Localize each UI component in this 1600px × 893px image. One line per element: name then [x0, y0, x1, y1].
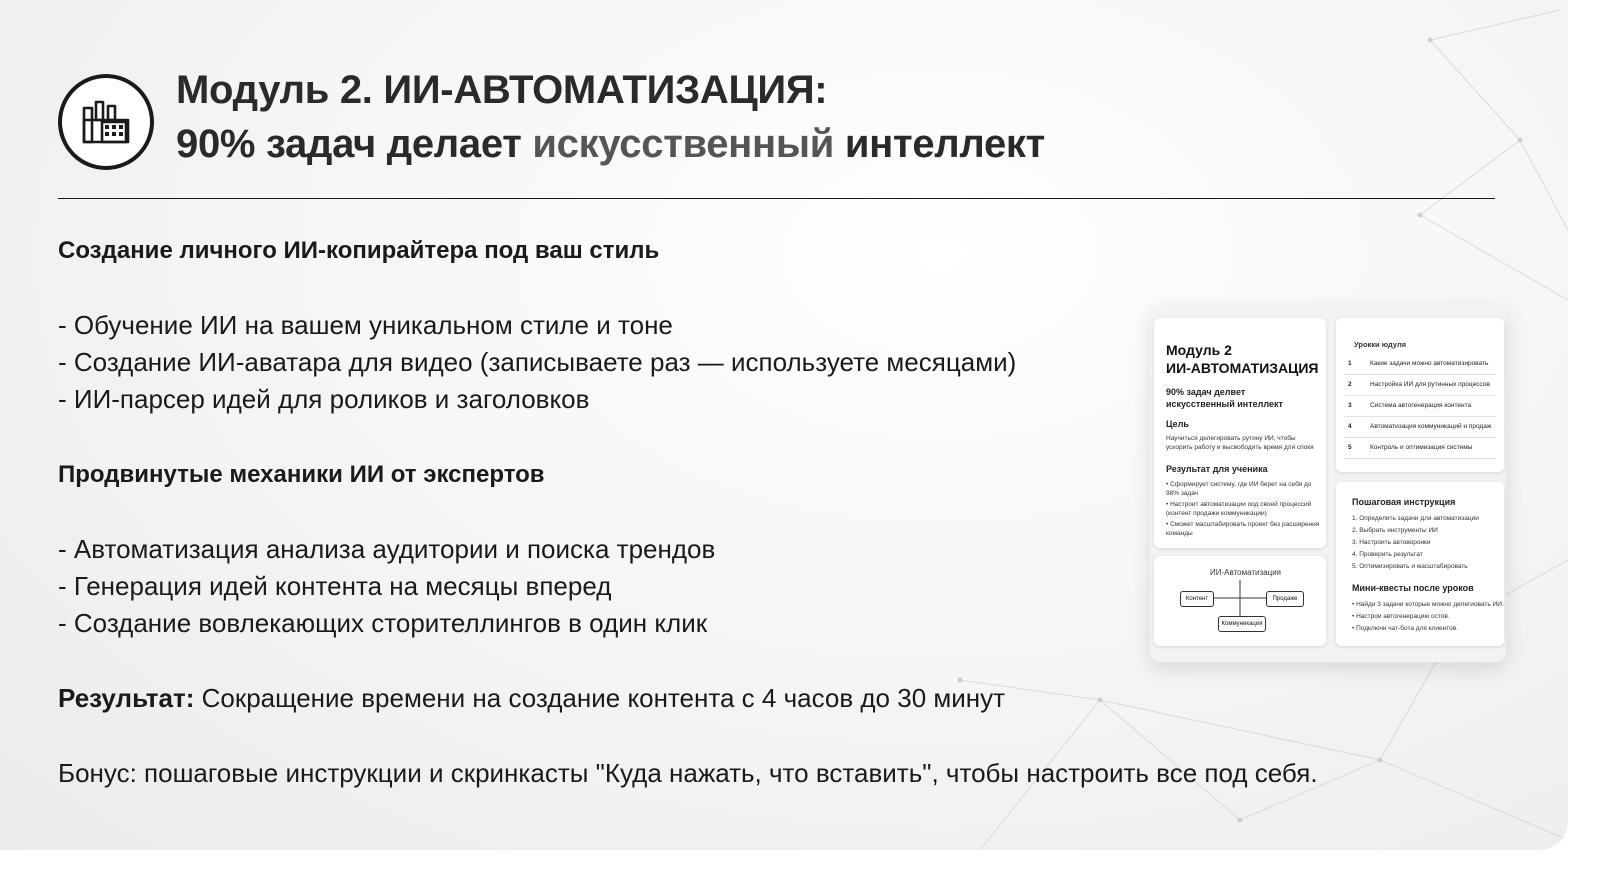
diagram-node-content: Контент [1180, 591, 1214, 607]
result-text: Сокращение времени на создание контента с 4 часов до 30 минут [194, 683, 1006, 713]
list-item: - ИИ-парсер идей для роликов и заголовков [58, 384, 590, 414]
table-row: 1 Какие задачи можно автоматизировать [1344, 354, 1496, 375]
preview-card-instructions [1336, 482, 1504, 646]
preview-title: ИИ-АВТОМАТИЗАЦИЯ [1166, 360, 1319, 376]
preview-subtitle: искусственный интеллект [1166, 399, 1283, 409]
page-title-line-1: Модуль 2. ИИ-АВТОМАТИЗАЦИЯ: [176, 68, 828, 112]
section-title-advanced: Продвинутые механики ИИ от экспертов [58, 461, 545, 488]
diagram-node-sales: Продаже [1266, 591, 1304, 607]
preview-goal-text: Научиться делегировать рутину ИИ, чтобы [1166, 435, 1296, 442]
module-preview-image [1150, 306, 1506, 662]
diagram-node-communication: Коммуникация [1218, 616, 1266, 632]
list-item: - Создание ИИ-аватара для видео (записываете раз — используете месяцами) [58, 347, 1017, 377]
preview-step: 1. Определить задачи для автоматизации [1352, 515, 1479, 522]
preview-quest: • Найди 3 задачи которые можно делегиовать ИИ. [1352, 601, 1504, 608]
preview-step: 3. Настроить автоворонки [1352, 539, 1431, 546]
preview-result-item: • Сформирует систему, где ИИ берет на себя до [1166, 481, 1312, 488]
page-title-line-2 [176, 122, 1045, 167]
result-line [58, 680, 1138, 717]
preview-instructions-title: Пошаговая инструкция [1352, 497, 1456, 507]
list-item: - Создание вовлекающих сторителлингов в один клик [58, 608, 708, 638]
list-item: - Генерация идей контента на месяцы вперед [58, 571, 612, 601]
factory-icon [58, 74, 154, 170]
preview-result-item: • Настроит автоматизации под своей процессий [1166, 501, 1312, 508]
preview-goal-text: ускорить работу и высвободить время для спокя [1166, 444, 1314, 451]
preview-quest: • Настрои автогенерацию остов. [1352, 613, 1450, 620]
preview-diagram-title: ИИ-Автоматизация [1210, 568, 1282, 577]
preview-lessons-title: Урокки юдуля [1354, 340, 1407, 349]
table-row: 2 Настройка ИИ для рутинных процессов [1344, 375, 1496, 396]
preview-goal-label: Цель [1166, 419, 1189, 429]
preview-quest: • Подключи чат-бота для клиентов. [1352, 625, 1459, 632]
result-label: Результат: [58, 683, 195, 713]
table-row: 4 Автоматизация коммуникаций и продаж [1344, 417, 1496, 438]
preview-card-overview [1154, 318, 1326, 548]
table-row: 3 Система автогенерация контента [1344, 396, 1496, 417]
preview-card-diagram [1154, 556, 1326, 646]
title-part-b: искусственный [532, 122, 835, 166]
title-part-c: интеллект [844, 122, 1045, 166]
bonus-line: Бонус: пошаговые инструкции и скринкасты "Куда нажать, что вставить", чтобы настроить все под себя. [58, 758, 1318, 788]
preview-step: 5. Оптимизировать и масштабировать [1352, 563, 1468, 570]
preview-result-label: Результат для ученика [1166, 464, 1268, 474]
preview-result-item: команды [1166, 530, 1193, 537]
section-title-copywriter: Создание личного ИИ-копирайтера под ваш стиль [58, 237, 660, 264]
table-row: 5 Контроль и оптимизация системы [1344, 438, 1496, 459]
preview-title: Модуль 2 [1166, 342, 1232, 358]
preview-card-lessons [1336, 318, 1504, 472]
title-part-a: 90% задач делает [176, 122, 522, 166]
list-item: - Автоматизация анализа аудитории и поиска трендов [58, 534, 716, 564]
preview-result-item: (контент продажи коммуникации) [1166, 510, 1267, 517]
preview-quests-title: Мини-квесты после уроков [1352, 583, 1474, 593]
preview-subtitle: 90% задач делвет [1166, 387, 1246, 397]
preview-step: 2. Выбрать инструменты ИИ [1352, 527, 1438, 534]
divider [58, 198, 1495, 199]
preview-step: 4. Проверить результат [1352, 551, 1423, 558]
list-item: - Обучение ИИ на вашем уникальном стиле и тоне [58, 310, 673, 340]
preview-result-item: 98% задач [1166, 490, 1199, 497]
preview-result-item: • Сможет масштабировать проект без расширения [1166, 521, 1320, 528]
